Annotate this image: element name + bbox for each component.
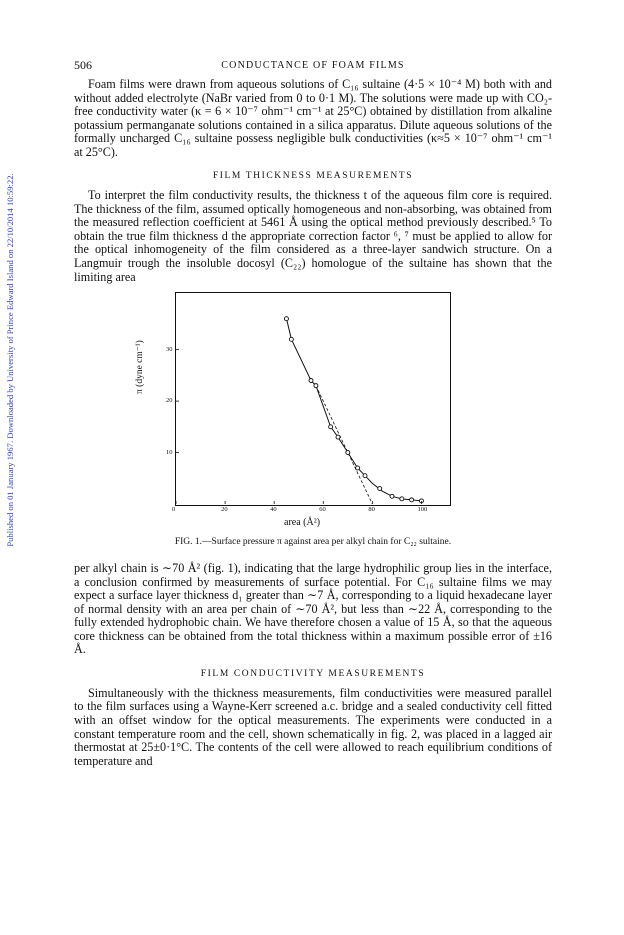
paragraph-area: per alkyl chain is ∼70 Å² (fig. 1), indicating that the large hydrophilic group lies in the interface, a conclusion confirmed by measurements of surface potential. For C₁₆ sultaine films we may expect a surface layer thickness d₁ greater than ∼7 Å, corresponding to a liquid hexadecane layer of normal density with an area per chain of ∼70 Å², but less than ∼22 Å, corresponding to the fully extended hydrophobic chain. We have therefore chosen a value of 15 Å, so that the aqueous core thickness can be obtained from the total thickness within a maximum possible error of ±16 Å.	[74, 561, 552, 657]
data-point	[346, 451, 350, 455]
extrapolation-line	[316, 386, 373, 504]
data-point	[284, 317, 288, 321]
data-point	[309, 379, 313, 383]
data-point	[314, 384, 318, 388]
section-heading-conductivity: FILM CONDUCTIVITY MEASUREMENTS	[200, 668, 426, 679]
paragraph-conductivity: Simultaneously with the thickness measurements, film conductivities were measured parallel to the film surfaces using a Wayne-Kerr screened a.c. bridge and a sealed conductivity cell fitted with an offset window for the optical measurements. The experiments were conducted in a constant temperature room and the cell, shown schematically in fig. 2, was placed in a lagged air thermostat at 25±0·1°C. The contents of the cell were allowed to reach equilibrium conditions of temperature and	[74, 685, 552, 768]
y-tick-label: 30	[166, 345, 173, 353]
isotherm-curve	[287, 319, 422, 501]
figure-1	[74, 292, 552, 554]
data-point	[378, 487, 382, 491]
paragraph-thickness: To interpret the film conductivity results, the thickness t of the aqueous film core is required. The thickness of the film, assumed optically homogeneous and non-absorbing, was obtained from the measured reflection coefficient at 5461 Å using the optical method previously described.⁵ To obtain the true film thickness d the appropriate correction factor ⁶, ⁷ must be applied to allow for the optical inhomogeneity of the film considered as a three-layer sandwich structure. On a Langmuir trough the insoluble docosyl (C₂₂) homologue of the sultaine has shown that the limiting area	[74, 188, 552, 284]
x-axis-label: area (Å²)	[284, 517, 321, 529]
data-point	[289, 337, 293, 341]
download-watermark	[3, 110, 17, 610]
running-title: CONDUCTANCE OF FOAM FILMS	[221, 60, 405, 71]
x-tick-label: 80	[368, 506, 375, 514]
data-point	[329, 425, 333, 429]
data-point	[363, 474, 367, 478]
page-body	[74, 58, 552, 768]
y-tick-label: 20	[166, 397, 173, 405]
data-point	[356, 466, 360, 470]
data-point	[390, 494, 394, 498]
x-tick-label: 100	[417, 506, 428, 514]
x-tick-label: 20	[221, 506, 228, 514]
figure-caption: FIG. 1.—Surface pressure π against area per alkyl chain for C₂₂ sultaine.	[174, 537, 452, 548]
data-point	[400, 497, 404, 501]
x-tick-label: 60	[319, 506, 326, 514]
paragraph-materials: Foam films were drawn from aqueous solutions of C₁₆ sultaine (4·5 × 10⁻⁴ M) both with and without added electrolyte (NaBr varied from 0 to 0·1 M). The solutions were made up with CO₂-free conductivity water (κ = 6 × 10⁻⁷ ohm⁻¹ cm⁻¹ at 25°C) obtained by distillation from alkaline potassium permanganate solutions contained in a silica apparatus. Dilute aqueous solutions of the formally uncharged C₁₆ sultaine possess negligible bulk conductivities (κ≈5 × 10⁻⁷ ohm⁻¹ cm⁻¹ at 25°C).	[74, 77, 552, 159]
download-note: Published on 01 January 1967. Downloaded by University of Prince Edward Island on 22/10/2014 10:59:22.	[5, 173, 15, 547]
page-number: 506	[74, 58, 92, 72]
section-heading-thickness: FILM THICKNESS MEASUREMENTS	[212, 171, 414, 182]
y-tick-label: 10	[166, 448, 173, 456]
data-point	[410, 498, 414, 502]
y-axis-label: π (dyne cm⁻¹)	[135, 340, 145, 395]
x-tick-label: 0	[172, 506, 176, 514]
x-tick-label: 40	[270, 506, 277, 514]
page-header	[74, 58, 552, 78]
data-point	[336, 435, 340, 439]
isotherm-chart	[74, 292, 552, 554]
